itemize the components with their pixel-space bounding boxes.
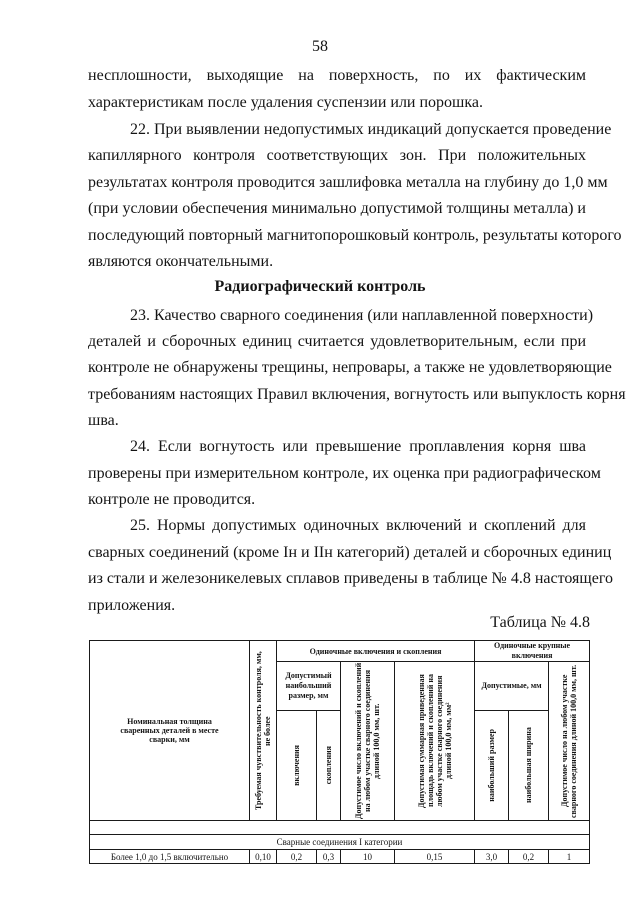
header-sensitivity: [250, 641, 277, 821]
table-section-row: Сварные соединения I категории: [90, 835, 590, 850]
header-width: [509, 710, 549, 820]
text-line: проверены при измерительном контроле, их оценка при радиографическом: [88, 465, 601, 482]
text-line: 22. При выявлении недопустимых индикаций допускается проведение: [130, 121, 612, 138]
header-largest-text: наибольший размер: [487, 729, 497, 802]
header-allowed: Допустимые, мм: [475, 662, 549, 711]
table-cell: 0,2: [277, 850, 317, 864]
table-cell: 0,15: [395, 850, 475, 864]
text-line: 24. Если вогнутость или превышение проплавления корня шва: [130, 438, 586, 455]
table-cell: 1: [549, 850, 590, 864]
text-line: несплошности, выходящие на поверхность, по их фактическим: [88, 67, 586, 84]
text-line: сварных соединений (кроме Iн и IIн категорий) деталей и сборочных единиц: [88, 544, 612, 561]
header-large-count: [549, 662, 590, 821]
header-area-text: Допустимая суммарная приведенная площадь включений и скоплений на любом участке сварного соединения длиной 100,0 мм, мм²: [416, 674, 453, 808]
table-cell: 10: [341, 850, 395, 864]
text-line: контроле не обнаружены трещины, непровары, а также не удовлетворяющие: [88, 359, 612, 376]
header-thickness: Номинальная толщина сваренных деталей в месте сварки, мм: [90, 641, 250, 821]
header-maxsize: Допустимый наибольший размер, мм: [277, 662, 341, 711]
header-large: Одиночные крупные включения: [475, 641, 590, 662]
table-cell: 0,2: [509, 850, 549, 864]
page-number: 58: [312, 38, 328, 55]
table-cell: 0,10: [250, 850, 277, 864]
header-count: [341, 662, 395, 821]
text-line: результатах контроля проводится зашлифовка металла на глубину до 1,0 мм: [88, 174, 608, 191]
text-line: шва.: [88, 412, 119, 429]
table-row: [90, 850, 590, 864]
table-cell: 0,3: [317, 850, 341, 864]
header-inclusions: [277, 710, 317, 820]
header-large-count-text: Допустимое число на любом участке сварного соединения длиной 100,0 мм, шт.: [560, 664, 579, 818]
text-line: капиллярного контроля соответствующих зон. При положительных: [88, 147, 586, 164]
header-width-text: наибольшая ширина: [524, 727, 534, 804]
text-line: характеристикам после удаления суспензии или порошка.: [88, 94, 484, 111]
header-sensitivity-text: Требуемая чувствительность контроля, мм, не более: [254, 651, 272, 810]
header-largest: [475, 710, 509, 820]
section-heading: Радиографический контроль: [214, 278, 426, 295]
header-inclusions-text: включения: [292, 744, 301, 786]
header-clusters: [317, 710, 341, 820]
text-line: последующий повторный магнитопорошковый контроль, результаты которого: [88, 227, 622, 244]
text-line: из стали и железоникелевых сплавов приведены в таблице № 4.8 настоящего: [88, 570, 613, 587]
text-line: требованиям настоящих Правил включения, вогнутость или выпуклость корня: [88, 386, 626, 403]
header-area: [395, 662, 475, 821]
table-cell: 3,0: [475, 850, 509, 864]
header-single: Одиночные включения и скопления: [277, 641, 475, 662]
text-line: контроле не проводится.: [88, 491, 256, 508]
text-line: (при условии обеспечения минимально допустимой толщины металла) и: [88, 200, 586, 217]
table-cell: Более 1,0 до 1,5 включительно: [90, 850, 250, 864]
text-line: деталей и сборочных единиц считается удовлетворительным, если при: [88, 333, 586, 350]
text-line: являются окончательными.: [88, 253, 274, 270]
header-count-text: Допустимое число включений и скоплений на любом участке сварного соединения длиной 100,0 мм, шт.: [354, 662, 381, 820]
text-line: 23. Качество сварного соединения (или наплавленной поверхности): [130, 307, 594, 324]
text-line: 25. Нормы допустимых одиночных включений и скоплений для: [130, 517, 586, 534]
inclusion-norms-table: [89, 640, 590, 864]
text-line: приложения.: [88, 597, 176, 614]
header-clusters-text: скопления: [324, 746, 333, 785]
table-caption: Таблица № 4.8: [490, 614, 590, 631]
